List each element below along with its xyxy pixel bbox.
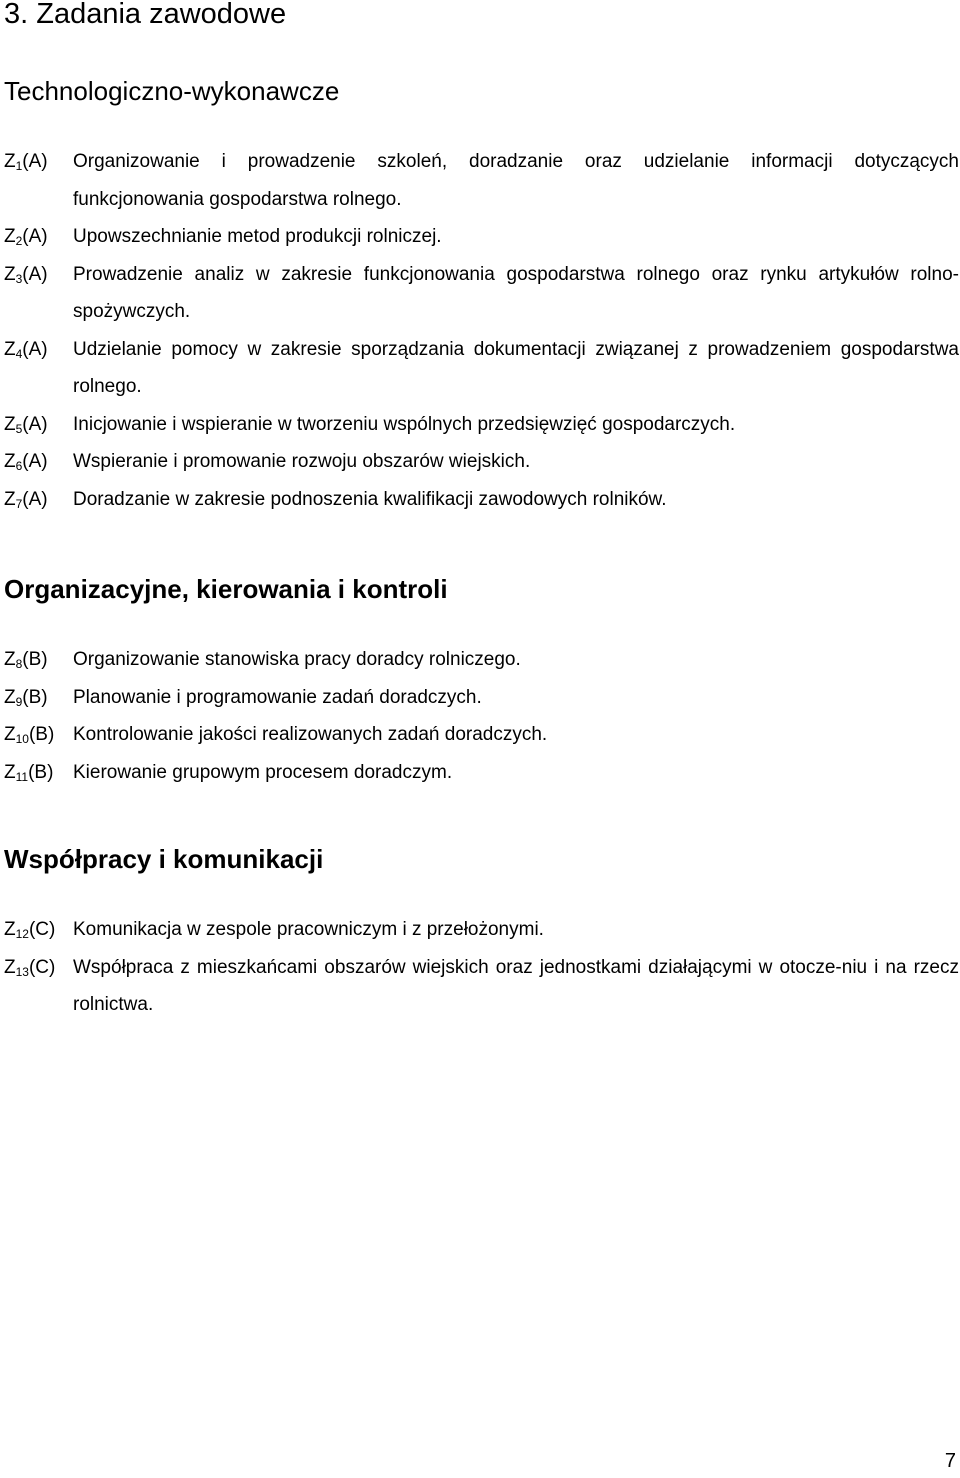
task-item (0, 481, 960, 519)
task-list (0, 911, 960, 1024)
task-text: Kontrolowanie jakości realizowanych zadań doradczych. (73, 724, 548, 745)
task-text: Inicjowanie i wspieranie w tworzeniu wspólnych przedsięwzięć gospodarczych. (73, 413, 736, 435)
task-code: $Z_{13}(C)$ (4, 956, 56, 979)
task-code: $Z_9(B)$ (4, 686, 48, 709)
task-text: Organizowanie i prowadzenie szkoleń, doradzanie oraz udzielanie informacji dotyczących funkcjonowania gospodarstwa rolnego. (73, 151, 959, 210)
task-item (0, 218, 960, 256)
task-code: $Z_4(A)$ (4, 338, 48, 361)
task-code: $Z_3(A)$ (4, 263, 48, 286)
task-code: $Z_1(A)$ (4, 151, 48, 173)
task-text: Komunikacja w zespole pracowniczym i z przełożonymi. (73, 919, 544, 940)
task-code: $Z_{12}(C)$ (4, 919, 56, 941)
task-item (0, 143, 960, 218)
task-code: $Z_5(A)$ (4, 413, 48, 436)
task-item (0, 679, 960, 717)
section-technological (0, 75, 960, 511)
task-list (0, 641, 960, 791)
task-item (0, 331, 960, 406)
task-item (0, 256, 960, 331)
task-code: $Z_{10}(B)$ (4, 724, 55, 746)
task-item (0, 406, 960, 444)
task-text: Kierowanie grupowym procesem doradczym. (73, 761, 453, 783)
task-code: $Z_6(A)$ (4, 451, 48, 473)
task-text: Wspieranie i promowanie rozwoju obszarów wiejskich. (73, 451, 531, 472)
section-title: Współpracy i komunikacji (4, 844, 324, 874)
task-item (0, 641, 960, 679)
section-title: Organizacyjne, kierowania i kontroli (4, 574, 448, 604)
task-item (0, 716, 960, 754)
task-item (0, 443, 960, 481)
task-text: Planowanie i programowanie zadań doradczych. (73, 686, 482, 708)
section-title: Technologiczno-wykonawcze (4, 76, 340, 106)
task-item (0, 911, 960, 949)
task-code: $Z_8(B)$ (4, 649, 48, 671)
task-item (0, 949, 960, 1024)
task-text: Doradzanie w zakresie podnoszenia kwalifikacji zawodowych rolników. (73, 488, 667, 510)
task-text: Udzielanie pomocy w zakresie sporządzania dokumentacji związanej z prowadzeniem gospodarstwa rolnego. (73, 338, 959, 397)
task-text: Prowadzenie analiz w zakresie funkcjonowania gospodarstwa rolnego oraz rynku artykułów rolno-spożywczych. (73, 263, 959, 322)
section-organizational (0, 573, 960, 784)
task-text: Organizowanie stanowiska pracy doradcy rolniczego. (73, 649, 521, 670)
page-number: 7 (944, 1450, 956, 1472)
task-text: Współpraca z mieszkańcami obszarów wiejskich oraz jednostkami działającymi w otocze-niu i na rzecz rolnictwa. (73, 956, 959, 1015)
task-code: $Z_7(A)$ (4, 488, 48, 511)
task-item (0, 754, 960, 792)
task-list (0, 143, 960, 518)
task-code: $Z_2(A)$ (4, 226, 48, 248)
section-cooperation (0, 843, 960, 1015)
task-text: Upowszechnianie metod produkcji rolniczej. (73, 226, 442, 247)
task-code: $Z_{11}(B)$ (4, 761, 54, 784)
page-title: 3. Zadania zawodowe (4, 0, 287, 30)
